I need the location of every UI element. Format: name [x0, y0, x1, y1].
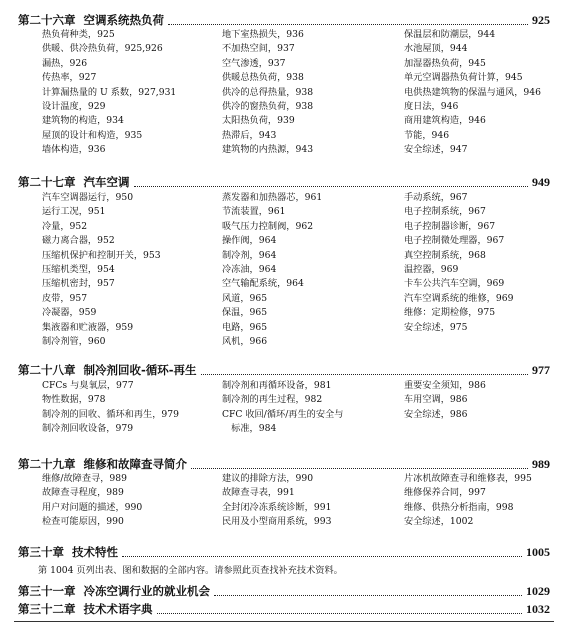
chapter-heading [18, 12, 550, 28]
toc-entry[interactable]: 汽车空调系统的维修，969 [404, 292, 514, 304]
toc-entry[interactable]: 漏热，926 [42, 57, 88, 69]
toc-entry[interactable]: 空气输配系统，964 [222, 278, 304, 290]
entry-column-1 [42, 472, 142, 530]
toc-entry[interactable]: 电路，965 [222, 321, 268, 333]
dot-leader [168, 24, 528, 25]
dot-leader [157, 613, 523, 614]
toc-entry[interactable]: 汽车空调器运行，950 [42, 192, 134, 203]
toc-entry[interactable]: 维修、供热分析指南，998 [404, 501, 514, 513]
chapter-heading [18, 601, 550, 617]
entry-column-2 [222, 379, 343, 437]
toc-entry[interactable]: 电子控制系统，967 [404, 206, 486, 218]
entry-column-2 [222, 472, 331, 530]
toc-entry[interactable]: 制冷剂管，960 [42, 335, 106, 347]
toc-entry[interactable]: 节能，946 [404, 129, 450, 141]
chapter-page-number: 925 [532, 13, 550, 27]
toc-entry[interactable]: 墙体构造，936 [42, 144, 106, 156]
toc-entry[interactable]: 电供热建筑物的保温与通风，946 [404, 86, 541, 98]
toc-entry[interactable]: 制冷剂和再循环设备，981 [222, 380, 332, 391]
toc-entry[interactable]: 蒸发器和加热器芯，961 [222, 192, 323, 203]
toc-entry[interactable]: 设计温度，929 [42, 100, 106, 112]
chapter-heading [18, 362, 550, 378]
toc-entry[interactable]: 建筑物的内热源，943 [222, 144, 314, 156]
toc-entry[interactable]: 制冷剂，964 [222, 249, 277, 261]
toc-entry[interactable]: 重要安全须知，986 [404, 380, 486, 391]
chapter-title: 技术术语字典 [83, 602, 153, 616]
toc-entry[interactable]: 安全综述，1002 [404, 516, 474, 528]
entry-column-3 [404, 379, 486, 422]
chapter-title: 制冷剂回收-循环-再生 [83, 363, 197, 377]
chapter-page-number: 977 [532, 363, 550, 377]
toc-entry[interactable]: 维修保养合同，997 [404, 487, 486, 499]
chapter-number: 第三十二章 [18, 602, 76, 616]
dot-leader [191, 468, 528, 469]
toc-entry[interactable]: 供冷的总得热量，938 [222, 86, 314, 98]
toc-entry[interactable]: 屋顶的设计和构造，935 [42, 129, 143, 141]
toc-entry[interactable]: 操作阀，964 [222, 235, 277, 247]
toc-entry[interactable]: 吸气压力控制阀，962 [222, 220, 314, 232]
toc-entry[interactable]: CFC 收回/循环/再生的安全与 [222, 408, 344, 420]
toc-entry[interactable]: 商用建筑构造，946 [404, 115, 486, 127]
chapter-heading [18, 456, 550, 472]
toc-entry[interactable]: 加湿器热负荷，945 [404, 57, 486, 69]
entry-column-1 [42, 28, 176, 158]
toc-entry[interactable]: 冷冻油，964 [222, 263, 277, 275]
chapter-number: 第三十一章 [18, 584, 76, 598]
entry-column-2 [222, 28, 313, 158]
dot-leader [134, 186, 529, 187]
toc-entry[interactable]: 物性数据，978 [42, 394, 106, 406]
toc-entry[interactable]: 压缩机保护和控制开关，953 [42, 249, 161, 261]
chapter-title: 技术特性 [72, 545, 118, 559]
chapter-page-number: 1005 [526, 545, 550, 559]
toc-entry[interactable]: 检查可能原因，990 [42, 516, 124, 528]
dot-leader [122, 556, 522, 557]
chapter-heading [18, 583, 550, 599]
toc-entry[interactable]: 建筑物的构造，934 [42, 115, 124, 127]
toc-entry[interactable]: 安全综述，986 [404, 408, 468, 420]
toc-entry[interactable]: 风道，965 [222, 292, 268, 304]
chapter-number: 第二十九章 [18, 457, 76, 471]
page-bottom-rule [14, 621, 554, 622]
toc-entry[interactable]: 电子控制微处理器，967 [404, 235, 505, 247]
chapter-heading [18, 174, 550, 190]
entry-column-3 [404, 28, 541, 158]
chapter-page-number: 989 [532, 457, 550, 471]
toc-entry[interactable]: 压缩机类型，954 [42, 263, 115, 275]
toc-entry[interactable]: 压缩机密封，957 [42, 278, 115, 290]
toc-entry[interactable]: 风机，966 [222, 335, 268, 347]
toc-entry[interactable]: 太阳热负荷，939 [222, 115, 295, 127]
toc-entry[interactable]: 供冷的窗热负荷，938 [222, 100, 314, 112]
toc-entry[interactable]: 制冷剂回收设备，979 [42, 423, 134, 435]
chapter-page-number: 1029 [526, 584, 550, 598]
toc-entry[interactable]: 安全综述，975 [404, 321, 468, 333]
toc-entry[interactable]: 水池屋顶，944 [404, 43, 468, 55]
toc-entry[interactable]: 真空控制系统，968 [404, 249, 486, 261]
chapter-title: 冷冻空调行业的就业机会 [83, 584, 210, 598]
toc-entry[interactable]: 片冰机故障查寻和维修表，995 [404, 473, 532, 484]
toc-entry[interactable]: 运行工况，951 [42, 206, 106, 218]
toc-entry[interactable]: 不加热空间，937 [222, 43, 295, 55]
chapter-note: 第 1004 页列出表、图和数据的全部内容。请参照此页查找补充技术资料。 [38, 565, 343, 576]
toc-entry[interactable]: 供暖总热负荷，938 [222, 72, 304, 84]
toc-entry[interactable]: 计算漏热量的 U 系数，927,931 [42, 86, 177, 98]
chapter-title: 维修和故障查寻简介 [83, 457, 187, 471]
toc-entry[interactable]: 维修/故障查寻，989 [42, 473, 127, 484]
chapter-title: 空调系统热负荷 [83, 13, 164, 27]
toc-entry[interactable]: 地下室热损失，936 [222, 29, 304, 40]
entry-column-3 [404, 472, 532, 530]
toc-entry[interactable]: 制冷剂的回收、循环和再生，979 [42, 408, 179, 420]
toc-entry[interactable]: 传热率，927 [42, 72, 97, 84]
chapter-title: 汽车空调 [83, 175, 130, 189]
toc-entry[interactable]: 维修：定期检修，975 [404, 307, 496, 319]
toc-entry[interactable]: 手动系统，967 [404, 192, 468, 203]
toc-entry[interactable]: 冷凝器，959 [42, 307, 97, 319]
toc-entry[interactable]: 保温，965 [222, 307, 268, 319]
dot-leader [214, 595, 522, 596]
chapter-number: 第二十七章 [18, 175, 76, 189]
chapter-heading [18, 544, 550, 560]
entry-column-1 [42, 379, 179, 437]
dot-leader [201, 374, 528, 375]
toc-entry[interactable]: 故障查寻程度，989 [42, 487, 124, 499]
toc-entry[interactable]: 电子控制器诊断，967 [404, 220, 496, 232]
toc-entry[interactable]: 全封闭冷冻系统诊断，991 [222, 501, 332, 513]
toc-entry[interactable]: 制冷剂的再生过程，982 [222, 394, 323, 406]
toc-entry[interactable]: 标准，984 [222, 423, 277, 435]
toc-entry[interactable]: 民用及小型商用系统，993 [222, 516, 332, 528]
toc-entry[interactable]: 皮带，957 [42, 292, 88, 304]
toc-entry[interactable]: 空气渗透，937 [222, 57, 286, 69]
chapter-number: 第二十六章 [18, 13, 76, 27]
toc-entry[interactable]: 集液器和贮液器，959 [42, 321, 134, 333]
toc-entry[interactable]: 热负荷种类，925 [42, 29, 115, 40]
toc-entry[interactable]: 单元空调器热负荷计算，945 [404, 72, 523, 84]
toc-entry[interactable]: 卡车公共汽车空调，969 [404, 278, 505, 290]
toc-entry[interactable]: 安全综述，947 [404, 144, 468, 156]
entry-column-3 [404, 191, 513, 335]
chapter-page-number: 1032 [526, 602, 550, 616]
chapter-number: 第三十章 [18, 545, 64, 559]
entry-column-2 [222, 191, 322, 349]
toc-entry[interactable]: 节流装置，961 [222, 206, 286, 218]
entry-column-1 [42, 191, 161, 349]
toc-entry[interactable]: 用户对问题的描述，990 [42, 501, 143, 513]
toc-entry[interactable]: 车用空调，986 [404, 394, 468, 406]
toc-entry[interactable]: 冷量，952 [42, 220, 88, 232]
chapter-number: 第二十八章 [18, 363, 76, 377]
toc-entry[interactable]: 度日法，946 [404, 100, 459, 112]
toc-entry[interactable]: 热滞后，943 [222, 129, 277, 141]
chapter-page-number: 949 [532, 175, 550, 189]
toc-entry[interactable]: 供暖、供冷热负荷，925,926 [42, 43, 163, 55]
toc-entry[interactable]: 磁力离合器，952 [42, 235, 115, 247]
toc-entry[interactable]: 保温层和防潮层，944 [404, 29, 496, 40]
toc-entry[interactable]: 故障查寻表，991 [222, 487, 295, 499]
toc-entry[interactable]: CFCs 与臭氧层，977 [42, 380, 134, 391]
toc-entry[interactable]: 建议的排除方法，990 [222, 473, 314, 484]
toc-entry[interactable]: 温控器，969 [404, 263, 459, 275]
